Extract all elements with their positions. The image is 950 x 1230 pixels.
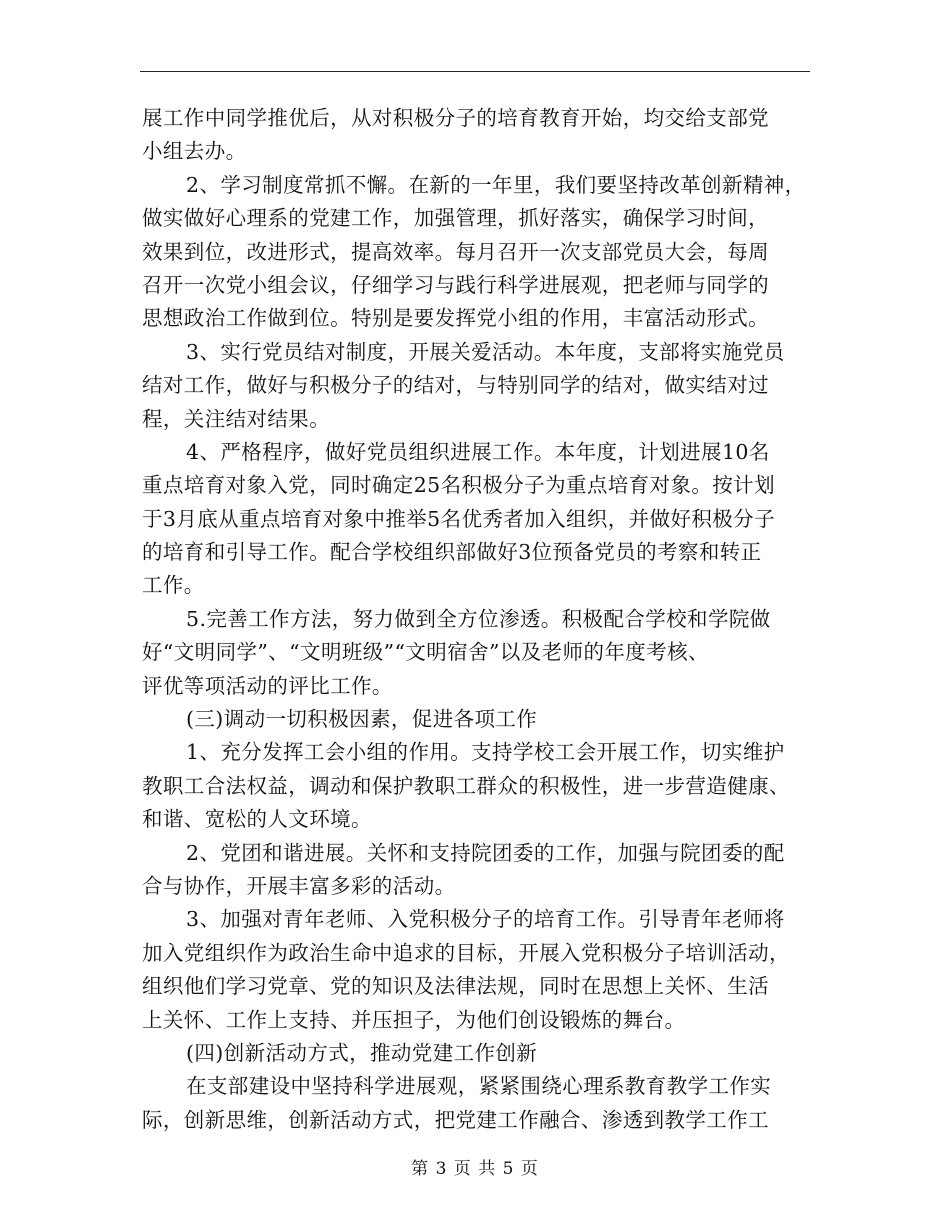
text-line: 效果到位，改进形式，提高效率。每月召开一次支部党员大会，每周: [142, 239, 769, 264]
text-line: 的培育和引导工作。配合学校组织部做好3位预备党员的考察和转正: [142, 540, 762, 565]
text-line: 组织他们学习党章、党的知识及法律法规，同时在思想上关怀、生活: [142, 974, 769, 999]
text-line: 小组去办。: [142, 139, 247, 164]
paragraph-first-line: 4、严格程序，做好党员组织进展工作。本年度，计划进展10名: [186, 439, 770, 464]
text-line: 加入党组织作为政治生命中追求的目标，开展入党积极分子培训活动，: [142, 940, 790, 965]
text-line: 教职工合法权益，调动和保护教职工群众的积极性，进一步营造健康、: [142, 773, 790, 798]
paragraph-first-line: (三)调动一切积极因素，促进各项工作: [186, 707, 538, 732]
text-line: 工作。: [142, 573, 205, 598]
header-rule: [140, 71, 810, 72]
text-line: 和谐、宽松的人文环境。: [142, 807, 372, 832]
text-line: 好“文明同学”、“文明班级”“文明宿舍”以及老师的年度考核、: [142, 640, 709, 665]
text-line: 做实做好心理系的党建工作，加强管理，抓好落实，确保学习时间，: [142, 206, 769, 231]
paragraph-first-line: 1、充分发挥工会小组的作用。支持学校工会开展工作，切实维护: [186, 740, 785, 765]
paragraph-first-line: 2、学习制度常抓不懈。在新的一年里，我们要坚持改革创新精神，: [186, 172, 806, 197]
text-line: 结对工作，做好与积极分子的结对，与特别同学的结对，做实结对过: [142, 373, 769, 398]
text-line: 评优等项活动的评比工作。: [142, 673, 393, 698]
text-line: 于3月底从重点培育对象中推举5名优秀者加入组织，并做好积极分子: [142, 506, 775, 531]
paragraph-first-line: 2、党团和谐进展。关怀和支持院团委的工作，加强与院团委的配: [186, 840, 785, 865]
page-footer: 第 3 页 共 5 页: [411, 1159, 539, 1179]
paragraph-first-line: 5.完善工作方法，努力做到全方位渗透。积极配合学校和学院做: [186, 606, 771, 631]
paragraph-first-line: 3、加强对青年老师、入党积极分子的培育工作。引导青年老师将: [186, 907, 785, 932]
text-line: 展工作中同学推优后，从对积极分子的培育教育开始，均交给支部党: [142, 106, 769, 130]
text-line: 程，关注结对结果。: [142, 406, 331, 431]
text-line: 召开一次党小组会议，仔细学习与践行科学进展观，把老师与同学的: [142, 272, 769, 297]
paragraph-first-line: 在支部建设中坚持科学进展观，紧紧围绕心理系教育教学工作实: [186, 1074, 772, 1099]
text-line: 合与协作，开展丰富多彩的活动。: [142, 873, 456, 898]
text-line: 上关怀、工作上支持、并压担子，为他们创设锻炼的舞台。: [142, 1007, 686, 1032]
text-line: 重点培育对象入党，同时确定25名积极分子为重点培育对象。按计划: [142, 473, 775, 498]
document-body: [142, 102, 814, 1137]
paragraph-first-line: 3、实行党员结对制度，开展关爱活动。本年度，支部将实施党员: [186, 339, 785, 364]
paragraph-first-line: (四)创新活动方式，推动党建工作创新: [186, 1040, 538, 1065]
text-line: 际，创新思维，创新活动方式，把党建工作融合、渗透到教学工作工: [142, 1107, 769, 1132]
text-line: 思想政治工作做到位。特别是要发挥党小组的作用，丰富活动形式。: [142, 306, 769, 331]
